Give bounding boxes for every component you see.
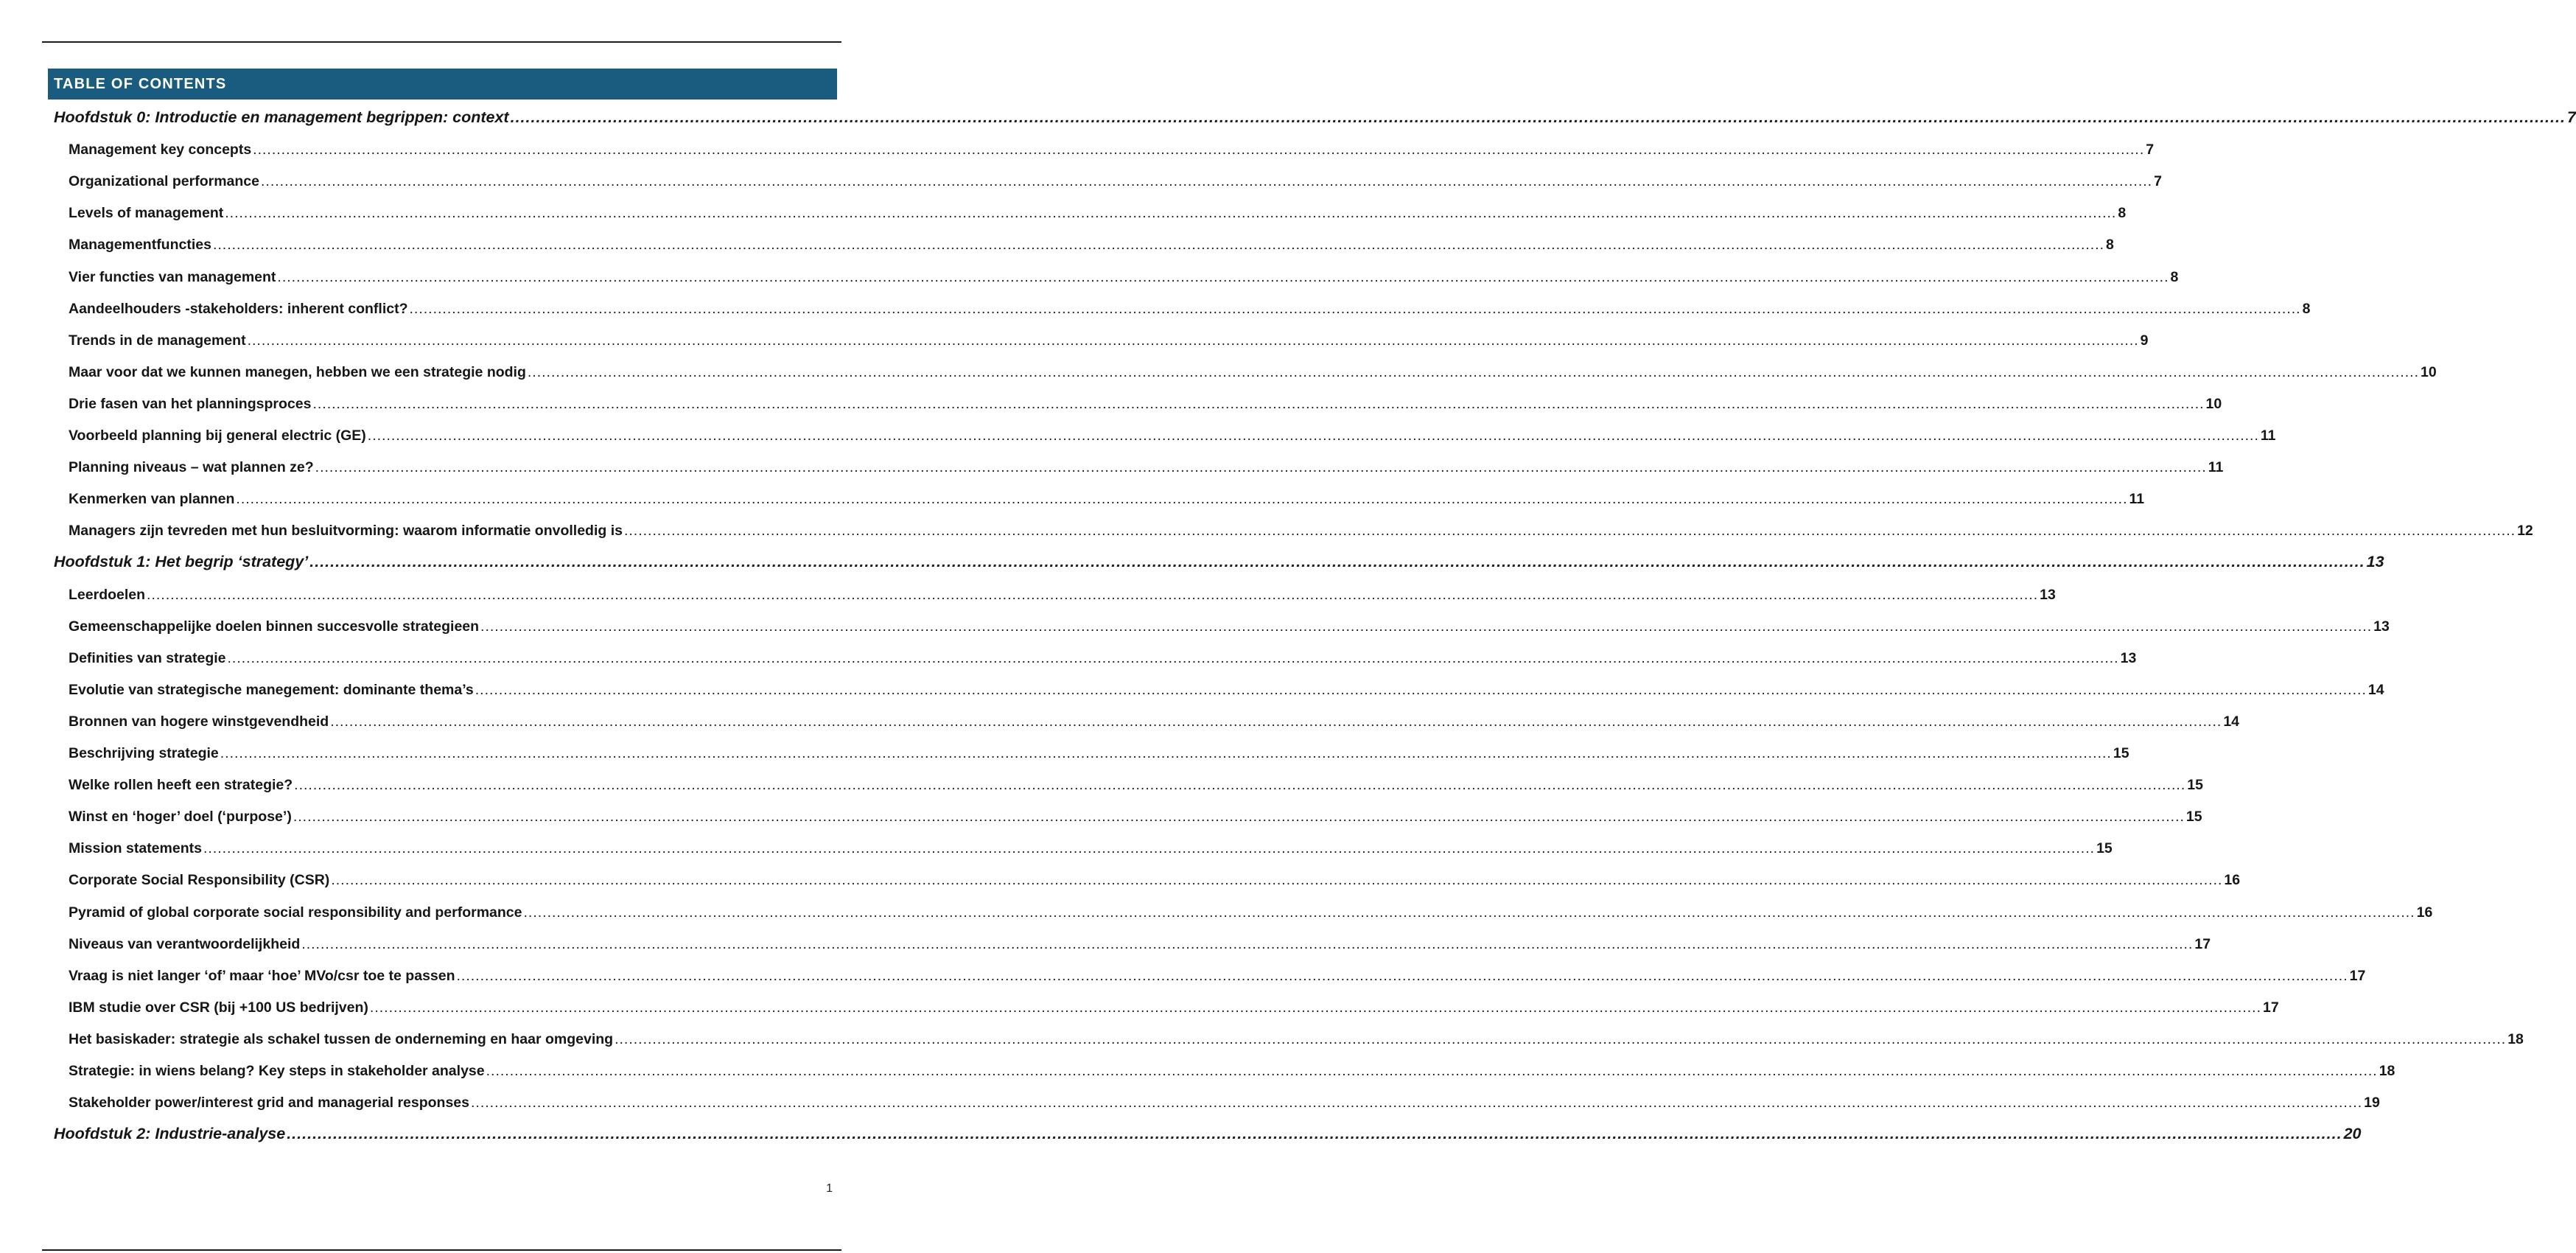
toc-entry-page: 15 — [2185, 809, 2202, 826]
toc-entry[interactable] — [69, 136, 2155, 158]
toc-entry-page: 13 — [2373, 618, 2390, 635]
toc-entry-page: 7 — [2566, 108, 2576, 126]
toc-entry[interactable] — [69, 963, 2366, 985]
toc-entry-page: 8 — [2170, 268, 2179, 285]
toc-entry-title: Beschrijving strategie — [69, 745, 219, 761]
toc-entry-title: Winst en ‘hoger’ doel (‘purpose’) — [69, 809, 292, 826]
toc-entry[interactable] — [69, 454, 2224, 476]
toc-entry-page: 11 — [2208, 459, 2224, 476]
toc-dot-leader: ................................................................................................................................................................................................................................................................................................................................................................................................................ — [623, 523, 2516, 540]
toc-entry-title: Hoofdstuk 1: Het begrip ‘strategy’ — [54, 553, 309, 571]
toc-dot-leader: ................................................................................................................................................................................................................................................................................................................................................................................................................ — [615, 1030, 2507, 1047]
toc-dot-leader: ................................................................................................................................................................................................................................................................................................................................................................................................................ — [287, 1125, 2342, 1143]
toc-dot-leader: ................................................................................................................................................................................................................................................................................................................................................................................................................ — [523, 904, 2415, 921]
toc-dot-leader: ................................................................................................................................................................................................................................................................................................................................................................................................................ — [527, 363, 2419, 380]
toc-entry-page: 11 — [2260, 427, 2276, 444]
toc-entry-page: 14 — [2367, 681, 2384, 698]
toc-entry-title: Strategie: in wiens belang? Key steps in stakeholder analyse — [69, 1063, 485, 1079]
toc-entry[interactable] — [69, 645, 2137, 667]
toc-entry-title: Trends in de management — [69, 332, 246, 349]
toc-entry-title: Het basiskader: strategie als schakel tussen de onderneming en haar omgeving — [69, 1030, 614, 1047]
toc-entry-page: 17 — [2194, 935, 2211, 952]
toc-entry-title: Aandeelhouders -stakeholders: inherent conflict? — [69, 300, 408, 317]
toc-entry-page: 10 — [2205, 395, 2222, 412]
toc-dot-leader: ................................................................................................................................................................................................................................................................................................................................................................................................................ — [331, 872, 2223, 889]
toc-entry-title: Mission statements — [69, 840, 202, 857]
toc-entry[interactable] — [69, 486, 2145, 508]
toc-entry-page: 13 — [2040, 586, 2056, 603]
toc-entry-title: Organizational performance — [69, 173, 259, 190]
toc-entry-title: Voorbeeld planning bij general electric (GE) — [69, 427, 366, 444]
toc-entry-title: Managers zijn tevreden met hun besluitvorming: waarom informatie onvolledig is — [69, 523, 623, 540]
toc-entry[interactable] — [69, 264, 2179, 286]
toc-entry[interactable] — [69, 422, 2276, 444]
toc-entry-title: Maar voor dat we kunnen manegen, hebben we een strategie nodig — [69, 363, 526, 380]
bottom-rule — [42, 1249, 841, 1251]
toc-entry-page: 8 — [2106, 237, 2114, 254]
toc-header — [48, 69, 837, 100]
toc-entry-title: Management key concepts — [69, 142, 252, 158]
toc-chapter-entry[interactable] — [54, 549, 2384, 571]
toc-entry-page: 18 — [2507, 1030, 2524, 1047]
page-number: 1 — [826, 1182, 833, 1195]
toc-entry-title: Managementfuncties — [69, 237, 211, 254]
toc-entry-title: Hoofdstuk 0: Introductie en management begrippen: context — [54, 108, 509, 126]
top-rule — [42, 41, 841, 43]
toc-dot-leader: ................................................................................................................................................................................................................................................................................................................................................................................................................ — [510, 108, 2566, 126]
toc-entry-title: Vraag is niet langer ‘of’ maar ‘hoe’ MVo/csr toe te passen — [69, 967, 455, 984]
toc-dot-leader: ................................................................................................................................................................................................................................................................................................................................................................................................................ — [456, 967, 2348, 984]
toc-dot-leader: ................................................................................................................................................................................................................................................................................................................................................................................................................ — [330, 713, 2222, 730]
toc-dot-leader: ................................................................................................................................................................................................................................................................................................................................................................................................................ — [227, 649, 2119, 666]
toc-entry[interactable] — [69, 168, 2162, 190]
toc-entry-title: Niveaus van verantwoordelijkheid — [69, 935, 301, 952]
toc-entry-title: Vier functies van management — [69, 268, 276, 285]
toc-entry[interactable] — [69, 391, 2222, 413]
toc-header-title: TABLE OF CONTENTS — [54, 75, 227, 92]
toc-entry-page: 15 — [2187, 777, 2203, 794]
toc-dot-leader: ................................................................................................................................................................................................................................................................................................................................................................................................................ — [260, 173, 2153, 190]
toc-entry-page: 16 — [2224, 872, 2241, 889]
toc-dot-leader: ................................................................................................................................................................................................................................................................................................................................................................................................................ — [367, 427, 2259, 444]
toc-entry[interactable] — [69, 740, 2129, 762]
toc-dot-leader: ................................................................................................................................................................................................................................................................................................................................................................................................................ — [247, 332, 2139, 349]
toc-dot-leader: ................................................................................................................................................................................................................................................................................................................................................................................................................ — [293, 809, 2185, 826]
toc-entry-page: 17 — [2263, 999, 2279, 1016]
toc-entry-title: Leerdoelen — [69, 586, 146, 603]
toc-entry[interactable] — [69, 867, 2241, 889]
toc-entry-page: 8 — [2302, 300, 2311, 317]
toc-entry[interactable] — [69, 327, 2149, 349]
toc-entry-page: 17 — [2349, 967, 2366, 984]
toc-dot-leader: ................................................................................................................................................................................................................................................................................................................................................................................................................ — [312, 395, 2205, 412]
toc-dot-leader: ................................................................................................................................................................................................................................................................................................................................................................................................................ — [409, 300, 2301, 317]
toc-dot-leader: ................................................................................................................................................................................................................................................................................................................................................................................................................ — [369, 999, 2261, 1016]
toc-dot-leader: ................................................................................................................................................................................................................................................................................................................................................................................................................ — [301, 935, 2194, 952]
toc-entry-page: 20 — [2343, 1125, 2362, 1143]
toc-entry[interactable] — [69, 835, 2113, 857]
toc-entry-page: 10 — [2420, 363, 2437, 380]
toc-entry[interactable] — [69, 582, 2056, 604]
toc-entry-page: 18 — [2379, 1063, 2395, 1079]
toc-entry[interactable] — [69, 613, 2390, 635]
toc-dot-leader: ................................................................................................................................................................................................................................................................................................................................................................................................................ — [236, 491, 2128, 508]
toc-entry[interactable] — [69, 708, 2240, 730]
toc-dot-leader: ................................................................................................................................................................................................................................................................................................................................................................................................................ — [147, 586, 2039, 603]
toc-chapter-entry[interactable] — [54, 1121, 2362, 1143]
toc-entry[interactable] — [69, 1026, 2524, 1048]
toc-dot-leader: ................................................................................................................................................................................................................................................................................................................................................................................................................ — [294, 777, 2186, 794]
toc-dot-leader: ................................................................................................................................................................................................................................................................................................................................................................................................................ — [277, 268, 2169, 285]
toc-entry-page: 14 — [2223, 713, 2240, 730]
toc-entry-title: Bronnen van hogere winstgevendheid — [69, 713, 329, 730]
toc-entry-title: Pyramid of global corporate social responsibility and performance — [69, 904, 522, 921]
toc-dot-leader: ................................................................................................................................................................................................................................................................................................................................................................................................................ — [315, 459, 2207, 476]
toc-entry[interactable] — [69, 1089, 2380, 1111]
toc-dot-leader: ................................................................................................................................................................................................................................................................................................................................................................................................................ — [212, 237, 2105, 254]
toc-entry-title: Definities van strategie — [69, 649, 226, 666]
toc-dot-leader: ................................................................................................................................................................................................................................................................................................................................................................................................................ — [475, 681, 2367, 698]
toc-entry[interactable] — [69, 994, 2279, 1016]
toc-entry[interactable] — [69, 1058, 2395, 1080]
toc-entry-page: 7 — [2154, 173, 2162, 190]
toc-entry-page: 15 — [2113, 745, 2129, 761]
toc-dot-leader: ................................................................................................................................................................................................................................................................................................................................................................................................................ — [471, 1095, 2363, 1111]
toc-chapter-entry[interactable] — [54, 105, 2576, 127]
toc-entry[interactable] — [69, 803, 2202, 826]
toc-dot-leader: ................................................................................................................................................................................................................................................................................................................................................................................................................ — [309, 553, 2365, 571]
toc-entry-page: 15 — [2096, 840, 2113, 857]
toc-entry[interactable] — [69, 359, 2437, 381]
toc-entry-page: 16 — [2416, 904, 2433, 921]
toc-entry-page: 12 — [2517, 523, 2533, 540]
toc-entry-title: Gemeenschappelijke doelen binnen succesvolle strategieen — [69, 618, 480, 635]
toc-entry-title: Levels of management — [69, 205, 224, 222]
toc-entry-page: 19 — [2364, 1095, 2380, 1111]
toc-entry[interactable] — [69, 931, 2211, 953]
toc-dot-leader: ................................................................................................................................................................................................................................................................................................................................................................................................................ — [220, 745, 2112, 761]
toc-entry-page: 13 — [2366, 553, 2384, 571]
toc-dot-leader: ................................................................................................................................................................................................................................................................................................................................................................................................................ — [480, 618, 2373, 635]
toc-entry[interactable] — [69, 200, 2127, 222]
toc-entry-title: Hoofdstuk 2: Industrie-analyse — [54, 1125, 286, 1143]
toc-entry[interactable] — [69, 517, 2533, 540]
toc-dot-leader: ................................................................................................................................................................................................................................................................................................................................................................................................................ — [203, 840, 2096, 857]
toc-entry-title: Stakeholder power/interest grid and managerial responses — [69, 1095, 470, 1111]
toc-entry[interactable] — [69, 772, 2203, 794]
toc-entry-page: 9 — [2140, 332, 2149, 349]
toc-entry-title: Planning niveaus – wat plannen ze? — [69, 459, 314, 476]
toc-entry-title: Corporate Social Responsibility (CSR) — [69, 872, 330, 889]
toc-entry-title: Welke rollen heeft een strategie? — [69, 777, 293, 794]
toc-entry[interactable] — [69, 296, 2311, 318]
toc-entry-title: Evolutie van strategische manegement: dominante thema’s — [69, 681, 474, 698]
toc-entry[interactable] — [69, 231, 2114, 254]
toc-entry-page: 7 — [2146, 142, 2155, 158]
toc-dot-leader: ................................................................................................................................................................................................................................................................................................................................................................................................................ — [225, 205, 2117, 222]
toc-entry-title: Drie fasen van het planningsproces — [69, 395, 312, 412]
toc-entry-page: 11 — [2129, 491, 2145, 508]
toc-entry-title: IBM studie over CSR (bij +100 US bedrijven) — [69, 999, 368, 1016]
toc-entry-page: 13 — [2120, 649, 2137, 666]
toc-dot-leader: ................................................................................................................................................................................................................................................................................................................................................................................................................ — [486, 1063, 2378, 1079]
toc-entry[interactable] — [69, 677, 2384, 699]
toc-entry-title: Kenmerken van plannen — [69, 491, 235, 508]
toc-entry[interactable] — [69, 899, 2433, 921]
toc-entry-page: 8 — [2118, 205, 2127, 222]
toc-dot-leader: ................................................................................................................................................................................................................................................................................................................................................................................................................ — [253, 142, 2145, 158]
